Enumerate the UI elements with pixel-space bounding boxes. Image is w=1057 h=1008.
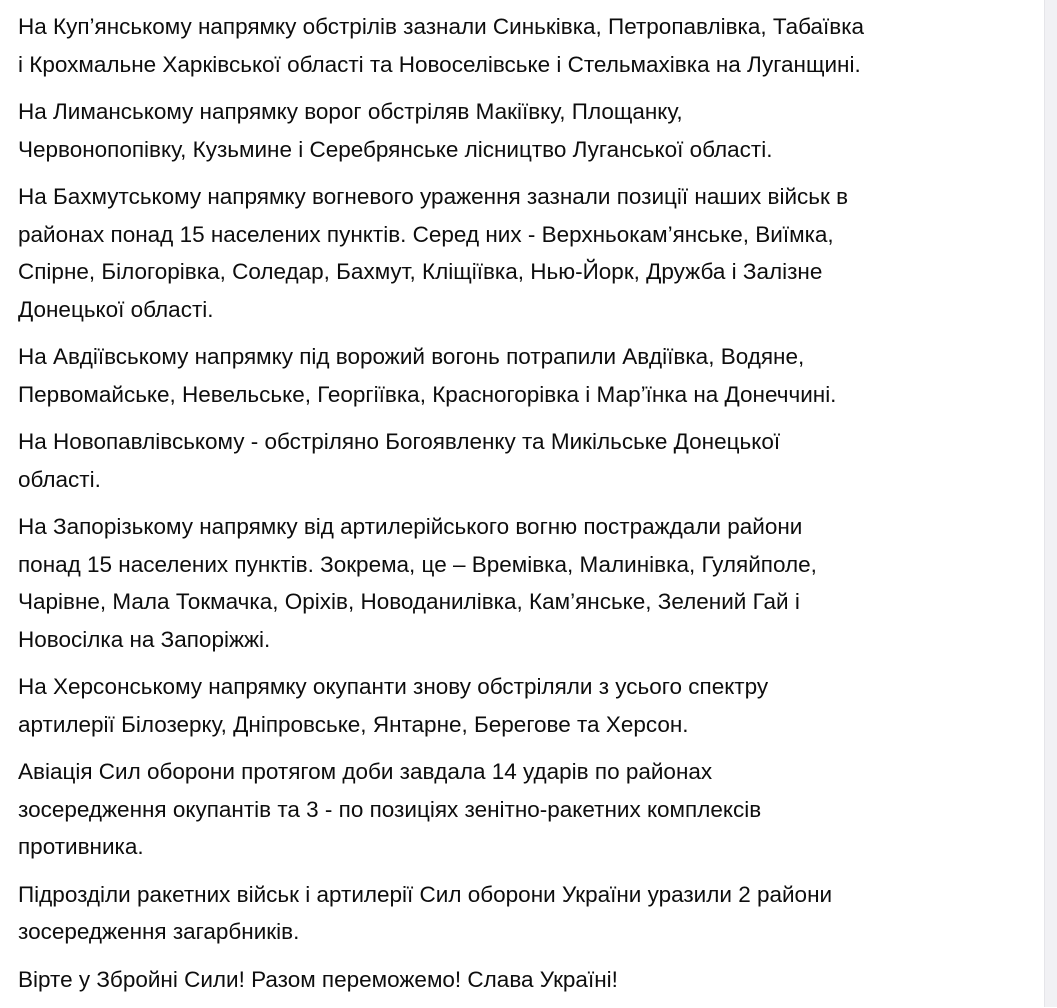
text-line: На Бахмутському напрямку вогневого ураження зазнали позиції наших військ в: [18, 184, 849, 209]
text-line: На Херсонському напрямку окупанти знову обстріляли з усього спектру: [18, 674, 769, 699]
paragraph: [18, 423, 1028, 498]
paragraph: [18, 876, 1028, 951]
paragraph: [18, 753, 1028, 866]
text-line: Авіація Сил оборони протягом доби завдала 14 ударів по районах: [18, 759, 713, 784]
text-line: На Куп’янському напрямку обстрілів зазнали Синьківка, Петропавлівка, Табаївка: [18, 14, 865, 39]
text-line: На Авдіївському напрямку під ворожий вогонь потрапили Авдіївка, Водяне,: [18, 344, 805, 369]
text-line: Чарівне, Мала Токмачка, Оріхів, Новоданилівка, Кам’янське, Зелений Гай і: [18, 589, 800, 614]
text-line: понад 15 населених пунктів. Зокрема, це – Времівка, Малинівка, Гуляйполе,: [18, 551, 817, 577]
text-line: противника.: [18, 834, 144, 859]
paragraph: [18, 338, 1028, 413]
text-line: Донецької області.: [18, 296, 214, 322]
text-line: На Новопавлівському - обстріляно Богоявленку та Микільське Донецької: [18, 429, 781, 454]
paragraph: [18, 93, 1028, 168]
text-line: Спірне, Білогорівка, Соледар, Бахмут, Кліщіївка, Нью-Йорк, Дружба і Залізне: [18, 259, 823, 284]
paragraph: [18, 508, 1028, 658]
text-line: зосередження загарбників.: [18, 919, 300, 944]
text-line: області.: [18, 466, 101, 492]
paragraph: [18, 668, 1028, 743]
text-line: Новосілка на Запоріжжі.: [18, 626, 271, 652]
text-line: На Лиманському напрямку ворог обстріляв Макіївку, Площанку,: [18, 99, 683, 124]
text-line: Вірте у Збройні Сили! Разом переможемо! Слава Україні!: [18, 966, 618, 992]
text-line: На Запорізькому напрямку від артилерійського вогню постраждали райони: [18, 514, 803, 539]
text-line: Первомайське, Невельське, Георгіївка, Красногорівка і Мар’їнка на Донеччині.: [18, 381, 837, 407]
text-line: районах понад 15 населених пунктів. Серед них - Верхньокам’янське, Виїмка,: [18, 221, 834, 247]
text-line: Підрозділи ракетних військ і артилерії Сил оборони України уразили 2 райони: [18, 881, 833, 907]
paragraph: [18, 178, 1028, 328]
text-line: і Крохмальне Харківської області та Новоселівське і Стельмахівка на Луганщині.: [18, 51, 861, 77]
paragraph: [18, 961, 1028, 999]
text-line: зосередження окупантів та 3 - по позиціях зенітно-ракетних комплексів: [18, 796, 762, 822]
text-line: Червонопопівку, Кузьмине і Серебрянське лісництво Луганської області.: [18, 136, 773, 162]
text-line: артилерії Білозерку, Дніпровське, Янтарне, Берегове та Херсон.: [18, 711, 689, 737]
paragraph: [18, 8, 1028, 83]
scrollbar-track[interactable]: [1044, 0, 1057, 1007]
